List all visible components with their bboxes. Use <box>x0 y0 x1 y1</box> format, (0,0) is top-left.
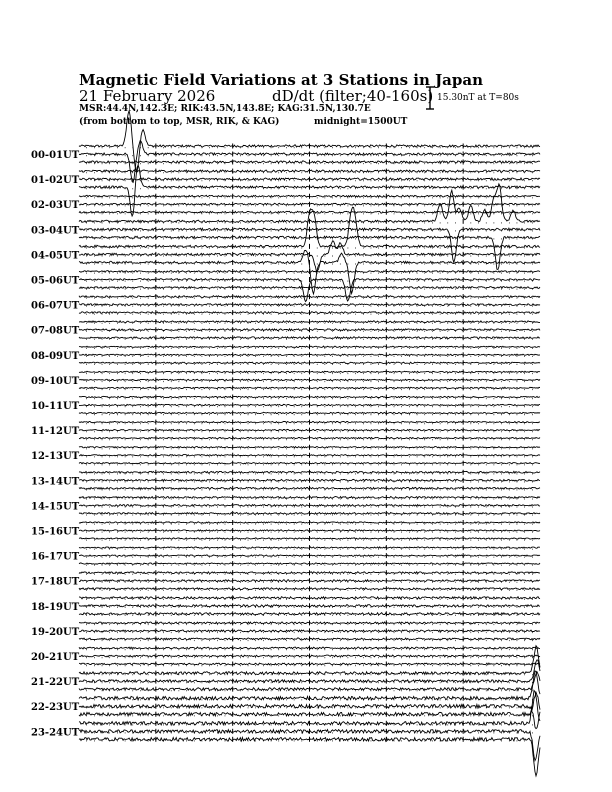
hour-label-19: 19-20UT <box>31 626 80 638</box>
hour-label-6: 06-07UT <box>31 300 80 312</box>
hour-label-5: 05-06UT <box>31 275 80 287</box>
station-coordinates: MSR:44.4N,142.3E; RIK:43.5N,143.8E; KAG:31.5N,130.7E <box>79 104 371 114</box>
hour-label-13: 13-14UT <box>31 476 80 488</box>
hour-label-0: 00-01UT <box>31 150 80 161</box>
trace-order-note: (from bottom to top, MSR, RIK, & KAG) <box>79 117 280 127</box>
hour-label-15: 15-16UT <box>31 526 80 538</box>
hour-label-7: 07-08UT <box>31 325 80 337</box>
hour-label-1: 01-02UT <box>31 175 80 187</box>
hour-label-8: 08-09UT <box>31 350 80 362</box>
hour-label-23: 23-24UT <box>31 727 80 739</box>
hour-label-3: 03-04UT <box>31 225 80 237</box>
hour-label-22: 22-23UT <box>31 702 80 714</box>
hour-label-10: 10-11UT <box>31 401 80 412</box>
hour-label-16: 16-17UT <box>31 551 80 563</box>
trace-msr-23 <box>79 738 540 776</box>
chart-date: 21 February 2026 <box>79 87 216 105</box>
component-label: dD/dt (filter;40-160s) <box>272 87 434 105</box>
hour-label-11: 11-12UT <box>31 426 80 438</box>
hour-label-2: 02-03UT <box>31 200 80 212</box>
chart-title: Magnetic Field Variations at 3 Stations in Japan <box>79 71 484 89</box>
hour-label-4: 04-05UT <box>31 250 80 262</box>
hour-label-18: 18-19UT <box>31 601 80 613</box>
scale-label: 15.30nT at T=80s <box>437 93 519 103</box>
midnight-note: midnight=1500UT <box>314 117 408 127</box>
hour-label-14: 14-15UT <box>31 501 80 513</box>
hour-label-21: 21-22UT <box>31 677 80 689</box>
hour-label-20: 20-21UT <box>31 652 80 663</box>
hour-label-9: 09-10UT <box>31 375 80 387</box>
hour-label-12: 12-13UT <box>31 451 80 463</box>
trace-rik-23 <box>79 730 540 761</box>
hour-label-17: 17-18UT <box>31 576 80 588</box>
